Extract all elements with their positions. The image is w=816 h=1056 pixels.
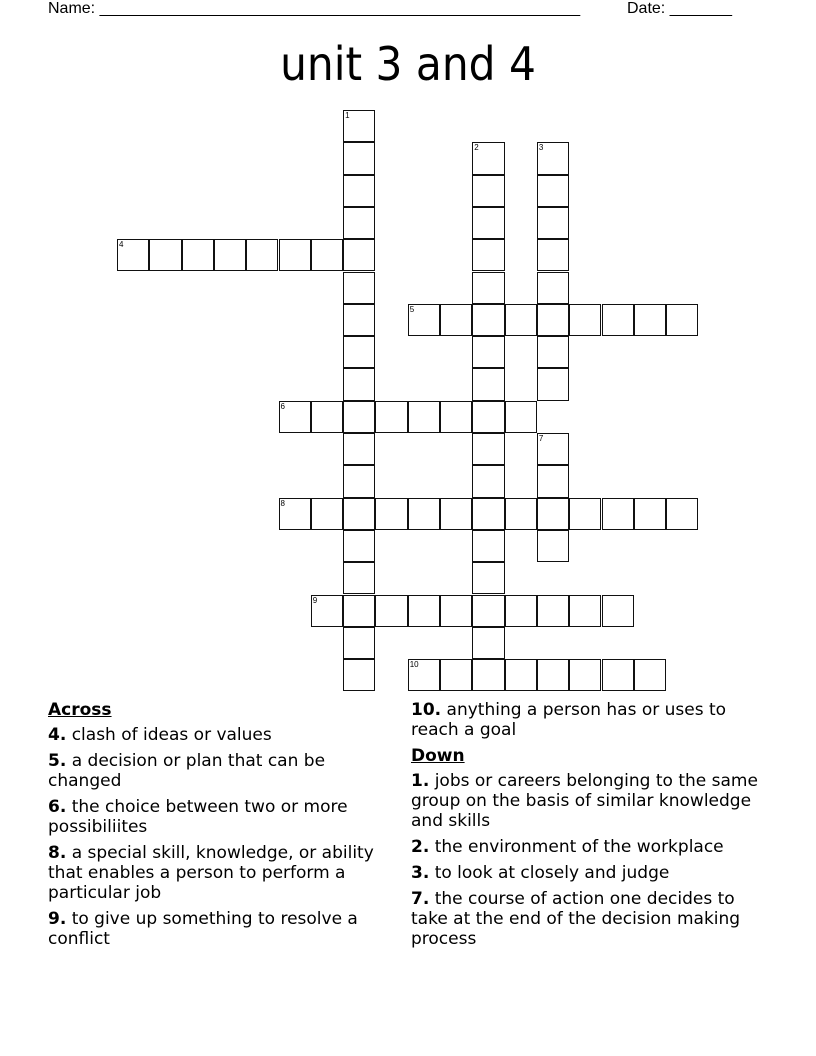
grid-cell[interactable] [472, 433, 504, 465]
clue-text: jobs or careers belonging to the same group on the basis of similar knowledge and skills [411, 771, 758, 831]
grid-cell[interactable] [569, 595, 601, 627]
cell-input[interactable] [344, 111, 374, 141]
grid-cell[interactable] [602, 659, 634, 691]
grid-cell[interactable] [634, 304, 666, 336]
cell-input[interactable] [344, 660, 374, 690]
clue-across-5 [48, 751, 393, 791]
clue-number: 7. [411, 889, 430, 909]
crossword-grid [117, 110, 699, 692]
grid-cell[interactable] [569, 304, 601, 336]
clue-down-2 [411, 837, 761, 857]
grid-cell[interactable] [505, 304, 537, 336]
cell-input[interactable] [312, 499, 342, 529]
cell-input[interactable] [344, 499, 374, 529]
grid-cell[interactable] [375, 498, 407, 530]
grid-cell[interactable] [472, 239, 504, 271]
cell-input[interactable] [344, 143, 374, 173]
cell-input[interactable] [344, 240, 374, 270]
cell-input[interactable] [570, 305, 600, 335]
cell-input[interactable] [376, 499, 406, 529]
grid-cell[interactable] [505, 498, 537, 530]
grid-cell[interactable] [537, 207, 569, 239]
grid-cell[interactable] [472, 562, 504, 594]
cell-input[interactable] [312, 596, 342, 626]
cell-input[interactable] [473, 434, 503, 464]
clue-text: the choice between two or more possibiliites [48, 797, 348, 837]
grid-cell[interactable] [537, 465, 569, 497]
clue-text: the course of action one decides to take at the end of the decision making process [411, 889, 741, 949]
grid-cell[interactable] [537, 304, 569, 336]
clue-across-8 [48, 843, 393, 903]
clue-number: 9. [48, 909, 67, 929]
grid-cell[interactable] [472, 207, 504, 239]
grid-cell[interactable] [537, 498, 569, 530]
clue-number-label: 7 [538, 434, 544, 443]
cell-input[interactable] [312, 402, 342, 432]
cell-input[interactable] [441, 305, 471, 335]
cell-input[interactable] [441, 402, 471, 432]
grid-cell[interactable] [375, 595, 407, 627]
grid-cell[interactable] [343, 368, 375, 400]
grid-cell[interactable] [440, 659, 472, 691]
cell-input[interactable] [473, 273, 503, 303]
cell-input[interactable] [409, 596, 439, 626]
cell-input[interactable] [473, 563, 503, 593]
grid-cell[interactable] [408, 498, 440, 530]
grid-cell[interactable] [343, 595, 375, 627]
clue-number-label: 2 [474, 143, 479, 153]
grid-cell[interactable] [666, 498, 698, 530]
header-line [48, 0, 768, 20]
cell-input[interactable] [506, 499, 536, 529]
cell-input[interactable] [473, 660, 503, 690]
name-field-label: Name: ______________________________________________________ [48, 0, 581, 17]
cell-input[interactable] [570, 499, 600, 529]
clue-number: 2. [411, 837, 430, 857]
clue-text: the environment of the workplace [429, 837, 724, 857]
grid-cell[interactable] [311, 401, 343, 433]
cell-input[interactable] [441, 660, 471, 690]
cell-input[interactable] [150, 240, 180, 270]
clue-across-4 [48, 725, 393, 745]
cell-input[interactable] [376, 402, 406, 432]
cell-input[interactable] [473, 628, 503, 658]
across-heading: Across [48, 700, 112, 720]
cell-input[interactable] [473, 208, 503, 238]
cell-input[interactable] [506, 402, 536, 432]
page-title: unit 3 and 4 [280, 37, 536, 91]
cell-input[interactable] [538, 208, 568, 238]
grid-cell[interactable] [472, 142, 504, 174]
cell-input[interactable] [473, 499, 503, 529]
cell-input[interactable] [409, 305, 439, 335]
cell-input[interactable] [538, 273, 568, 303]
grid-cell[interactable] [666, 304, 698, 336]
clue-number-label: 10 [409, 660, 419, 670]
grid-cell[interactable] [279, 239, 311, 271]
cell-input[interactable] [538, 531, 568, 561]
clue-number: 3. [411, 863, 430, 883]
grid-cell[interactable] [343, 530, 375, 562]
grid-cell[interactable] [569, 498, 601, 530]
cell-input[interactable] [473, 596, 503, 626]
cell-input[interactable] [409, 499, 439, 529]
down-heading: Down [411, 746, 465, 766]
clue-across-10 [411, 700, 761, 740]
grid-cell[interactable] [472, 465, 504, 497]
grid-cell[interactable] [505, 659, 537, 691]
clue-down-7 [411, 889, 761, 949]
clue-number: 5. [48, 751, 67, 771]
grid-cell[interactable] [472, 595, 504, 627]
grid-cell[interactable] [343, 175, 375, 207]
cell-input[interactable] [409, 402, 439, 432]
cell-input[interactable] [603, 596, 633, 626]
grid-cell[interactable] [182, 239, 214, 271]
grid-cell[interactable] [602, 595, 634, 627]
clue-number-label: 9 [312, 595, 318, 605]
clue-number-label: 6 [280, 401, 285, 411]
grid-cell[interactable] [343, 304, 375, 336]
cell-input[interactable] [667, 499, 697, 529]
grid-cell[interactable] [343, 433, 375, 465]
grid-cell[interactable] [343, 272, 375, 304]
clues-right-column [411, 700, 761, 955]
clue-text: anything a person has or uses to reach a goal [411, 700, 727, 740]
cell-input[interactable] [344, 628, 374, 658]
grid-cell[interactable] [440, 595, 472, 627]
grid-cell[interactable] [472, 659, 504, 691]
grid-cell[interactable] [408, 401, 440, 433]
cell-input[interactable] [344, 563, 374, 593]
cell-input[interactable] [280, 240, 310, 270]
grid-cell[interactable] [602, 304, 634, 336]
cell-input[interactable] [473, 531, 503, 561]
grid-cell[interactable] [279, 498, 311, 530]
cell-input[interactable] [344, 273, 374, 303]
grid-cell[interactable] [279, 401, 311, 433]
cell-input[interactable] [538, 337, 568, 367]
clue-number: 6. [48, 797, 67, 817]
grid-cell[interactable] [634, 659, 666, 691]
cell-input[interactable] [344, 305, 374, 335]
cell-input[interactable] [506, 596, 536, 626]
grid-cell[interactable] [375, 401, 407, 433]
cell-input[interactable] [473, 176, 503, 206]
cell-input[interactable] [118, 240, 148, 270]
cell-input[interactable] [538, 466, 568, 496]
cell-input[interactable] [538, 176, 568, 206]
cell-input[interactable] [344, 176, 374, 206]
grid-cell[interactable] [343, 401, 375, 433]
cell-input[interactable] [667, 305, 697, 335]
cell-input[interactable] [344, 208, 374, 238]
cell-input[interactable] [603, 499, 633, 529]
grid-cell[interactable] [408, 304, 440, 336]
cell-input[interactable] [538, 499, 568, 529]
grid-cell[interactable] [343, 659, 375, 691]
grid-cell[interactable] [440, 401, 472, 433]
clue-number-label: 4 [119, 240, 124, 250]
grid-cell[interactable] [537, 175, 569, 207]
cell-input[interactable] [344, 466, 374, 496]
grid-cell[interactable] [472, 530, 504, 562]
grid-cell[interactable] [505, 595, 537, 627]
clue-across-9 [48, 909, 393, 949]
clue-text: a decision or plan that can be changed [48, 751, 326, 791]
clue-number-label: 5 [409, 304, 415, 314]
cell-input[interactable] [538, 305, 568, 335]
clue-text: to look at closely and judge [429, 863, 670, 883]
cell-input[interactable] [538, 434, 568, 464]
grid-cell[interactable] [537, 659, 569, 691]
grid-cell[interactable] [634, 498, 666, 530]
grid-cell[interactable] [472, 175, 504, 207]
grid-cell[interactable] [343, 110, 375, 142]
clue-text: clash of ideas or values [66, 725, 272, 745]
cell-input[interactable] [344, 531, 374, 561]
cell-input[interactable] [312, 240, 342, 270]
cell-input[interactable] [247, 240, 277, 270]
cell-input[interactable] [215, 240, 245, 270]
grid-cell[interactable] [472, 304, 504, 336]
cell-input[interactable] [409, 660, 439, 690]
cell-input[interactable] [344, 402, 374, 432]
cell-input[interactable] [473, 143, 503, 173]
grid-cell[interactable] [602, 498, 634, 530]
clue-number-label: 8 [280, 498, 285, 508]
grid-cell[interactable] [537, 272, 569, 304]
clue-down-3 [411, 863, 761, 883]
grid-cell[interactable] [408, 595, 440, 627]
cell-input[interactable] [603, 305, 633, 335]
cell-input[interactable] [344, 596, 374, 626]
clue-text: to give up something to resolve a conflict [48, 909, 358, 949]
cell-input[interactable] [473, 240, 503, 270]
cell-input[interactable] [344, 337, 374, 367]
grid-cell[interactable] [537, 433, 569, 465]
grid-cell[interactable] [537, 530, 569, 562]
grid-cell[interactable] [408, 659, 440, 691]
clue-number-label: 3 [538, 143, 544, 153]
cell-input[interactable] [473, 369, 503, 399]
grid-cell[interactable] [472, 401, 504, 433]
clue-text: a special skill, knowledge, or ability that enables a person to perform a particular job [48, 843, 374, 903]
cell-input[interactable] [635, 305, 665, 335]
clue-number: 10. [411, 700, 442, 720]
date-field-label: Date: _______ [627, 0, 732, 17]
grid-cell[interactable] [343, 207, 375, 239]
clue-number-label: 1 [345, 111, 350, 120]
grid-cell[interactable] [472, 272, 504, 304]
cell-input[interactable] [538, 240, 568, 270]
grid-cell[interactable] [343, 465, 375, 497]
grid-cell[interactable] [472, 336, 504, 368]
cell-input[interactable] [473, 402, 503, 432]
cell-input[interactable] [280, 499, 310, 529]
grid-cell[interactable] [214, 239, 246, 271]
cell-input[interactable] [441, 499, 471, 529]
cell-input[interactable] [538, 596, 568, 626]
grid-cell[interactable] [537, 239, 569, 271]
cell-input[interactable] [603, 660, 633, 690]
cell-input[interactable] [473, 337, 503, 367]
grid-cell[interactable] [537, 142, 569, 174]
grid-cell[interactable] [472, 627, 504, 659]
cell-input[interactable] [635, 660, 665, 690]
grid-cell[interactable] [343, 498, 375, 530]
grid-cell[interactable] [472, 498, 504, 530]
grid-cell[interactable] [311, 239, 343, 271]
clue-number: 1. [411, 771, 430, 791]
grid-cell[interactable] [343, 627, 375, 659]
cell-input[interactable] [538, 369, 568, 399]
grid-cell[interactable] [537, 368, 569, 400]
cell-input[interactable] [376, 596, 406, 626]
grid-cell[interactable] [440, 498, 472, 530]
cell-input[interactable] [183, 240, 213, 270]
grid-cell[interactable] [440, 304, 472, 336]
cell-input[interactable] [344, 434, 374, 464]
grid-cell[interactable] [537, 595, 569, 627]
grid-cell[interactable] [343, 336, 375, 368]
grid-cell[interactable] [311, 595, 343, 627]
grid-cell[interactable] [246, 239, 278, 271]
clue-number: 4. [48, 725, 67, 745]
grid-cell[interactable] [343, 562, 375, 594]
clues-left-column [48, 700, 393, 955]
grid-cell[interactable] [311, 498, 343, 530]
grid-cell[interactable] [343, 142, 375, 174]
cell-input[interactable] [506, 305, 536, 335]
grid-cell[interactable] [505, 401, 537, 433]
cell-input[interactable] [570, 660, 600, 690]
cell-input[interactable] [635, 499, 665, 529]
cell-input[interactable] [473, 305, 503, 335]
cell-input[interactable] [538, 660, 568, 690]
grid-cell[interactable] [149, 239, 181, 271]
grid-cell[interactable] [537, 336, 569, 368]
cell-input[interactable] [344, 369, 374, 399]
cell-input[interactable] [280, 402, 310, 432]
grid-cell[interactable] [569, 659, 601, 691]
cell-input[interactable] [441, 596, 471, 626]
grid-cell[interactable] [472, 368, 504, 400]
clue-number: 8. [48, 843, 67, 863]
grid-cell[interactable] [343, 239, 375, 271]
cell-input[interactable] [506, 660, 536, 690]
cell-input[interactable] [473, 466, 503, 496]
cell-input[interactable] [570, 596, 600, 626]
cell-input[interactable] [538, 143, 568, 173]
clue-down-1 [411, 771, 761, 831]
clue-across-6 [48, 797, 393, 837]
grid-cell[interactable] [117, 239, 149, 271]
